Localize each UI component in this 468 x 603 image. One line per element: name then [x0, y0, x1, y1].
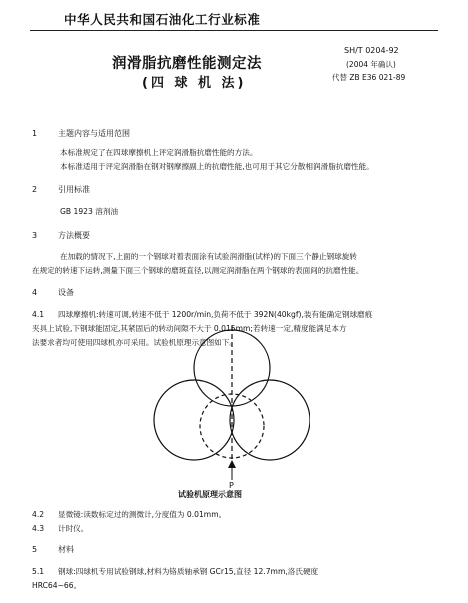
clause-4-1-number: 4.1 [32, 310, 45, 319]
section-3-number: 3 [32, 231, 38, 240]
section-5-heading [32, 544, 74, 555]
section-5-title: 材料 [58, 545, 74, 554]
load-label: P [229, 481, 234, 490]
clause-4-2 [32, 508, 226, 521]
section-4-number: 4 [32, 288, 38, 297]
replaces-note: 代替 ZB E36 021-89 [332, 73, 406, 82]
clause-5-1-line-2: HRC64~66。 [32, 581, 82, 590]
clause-4-3-text: 计时仪。 [58, 524, 89, 533]
load-arrow [228, 460, 236, 480]
standard-number: SH/T 0204-92 [344, 46, 399, 55]
clause-5-1-text: 钢球:四球机专用试验钢球,材料为铬质轴承钢 GCr15,直径 12.7mm,洛氏硬度 [58, 567, 319, 576]
section-1-para-1: 本标准规定了在四球摩擦机上评定润滑脂抗磨性能的方法。 [60, 148, 258, 157]
clause-4-1-text: 四球摩擦机:转速可调,转速不低于 1200r/min,负荷不低于 392N(40kgf),装有能确定钢球磨痕 [58, 310, 373, 319]
section-1-title: 主题内容与适用范围 [58, 129, 130, 138]
document-subtitle: (四 球 机 法) [142, 76, 247, 91]
document-title: 润滑脂抗磨性能测定法 [112, 56, 262, 72]
clause-4-3 [32, 522, 88, 535]
figure-caption: 试验机原理示意图 [178, 490, 242, 499]
lower-ball-left [154, 380, 234, 460]
section-3-heading [32, 230, 90, 241]
clause-4-1-line-3: 法要求者均可使用四球机亦可采用。试验机原理示意图如下。 [32, 338, 238, 347]
header-rule [30, 30, 438, 31]
section-2-heading [32, 184, 90, 195]
section-2-reference: GB 1923 溶剂油 [60, 207, 119, 216]
section-1-number: 1 [32, 129, 38, 138]
section-1-para-2: 本标准适用于评定润滑脂在钢对钢摩擦副上的抗磨性能,也可用于其它分散相润滑脂抗磨性能。 [60, 162, 374, 171]
clause-5-1-line-1 [32, 565, 318, 578]
section-5-number: 5 [32, 545, 38, 554]
four-ball-diagram [150, 320, 310, 490]
clause-4-2-text: 显微镜:读数标定过的测微计,分度值为 0.01mm。 [58, 510, 227, 519]
clause-4-2-number: 4.2 [32, 510, 45, 519]
section-3-line-1: 在加载的情况下,上面的一个钢球对着表面涂有试验润滑脂(试样)的下面三个静止钢球旋转 [60, 252, 357, 261]
lower-ball-right [230, 380, 310, 460]
section-1-heading [32, 128, 130, 139]
section-2-number: 2 [32, 185, 38, 194]
section-3-line-2: 在规定的转速下运转,测量下面三个钢球的磨斑直径,以测定润滑脂在两个钢球的表面间的抗磨性能。 [32, 266, 364, 275]
section-3-title: 方法概要 [58, 231, 90, 240]
clause-5-1-number: 5.1 [32, 567, 45, 576]
section-2-title: 引用标准 [58, 185, 90, 194]
section-4-heading [32, 287, 74, 298]
header-title: 中华人民共和国石油化工行业标准 [64, 12, 261, 27]
confirmation-note: (2004 年确认) [346, 60, 396, 69]
section-4-title: 设备 [58, 288, 74, 297]
clause-4-3-number: 4.3 [32, 524, 45, 533]
clause-4-1-line-2: 夹具上试验,下钢球能固定,其紧固后的转动间隙不大于 0.015mm;若转速一定,精度能满足本方 [32, 324, 347, 333]
